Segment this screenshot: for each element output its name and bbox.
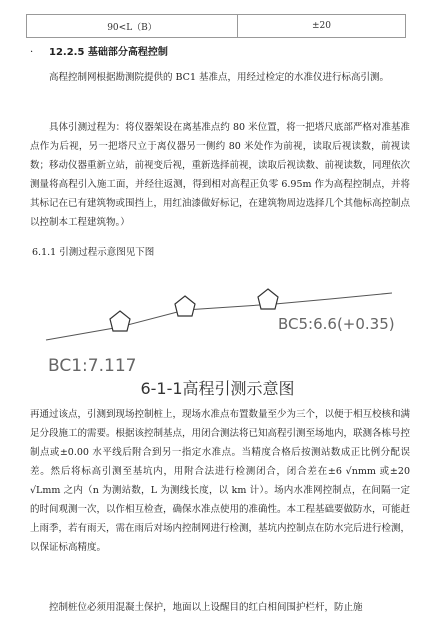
paragraph-intro: 高程控制网根据勘测院提供的 BC1 基准点，用经过检定的水准仪进行标高引测。 [49,72,390,83]
paragraph-procedure: 具体引测过程为：将仪器架设在离基准点约 80 米位置，将一把塔尺底部严格对准基准点作为后视，另一把塔尺立于离仪器另一侧约 80 米处作为前视，读取后视读数，前视读数；移动仪器重新立站，前视变后视，重新选择前视，读取后视读数、前视读数，同理依次测量将高程引入施工面，并经往返测，得到相对高程正负零 6.95m 作为高程控制点，并将其标记在已有建筑物或围挡上，用红油漆做好标记，在建筑物周边选择几个其他标高控制点以控制本工程建筑物。） [30,122,411,228]
elevation-transfer-diagram [40,285,400,380]
table-row [27,15,406,38]
section-heading: 12.2.5 基础部分高程控制 [49,47,168,58]
paragraph-verification: 再通过该点，引测到现场控制桩上，现场水准点布置数量至少为三个，以便于相互校核和满足分段施工的需要。根据该控制基点，用闭合测法将已知高程引测至场地内，联测各栋号控制点或±0.00 水平线后附合到另一指定水准点。当精度合格后按测站数成正比例分配误差。然后将标高引测至基坑内，用附合法进行检测闭合，闭合差在±6 √nmm 或±20 √Lmm 之内（n 为测站数，L 为测线长度，以 km 计）。场内水准网控制点，在间隔一定的时间观测一次，以作相互检查，确保水准点使用的准确性。本工程基础要做防水，可能赶上雨季，若有雨天，需在雨后对场内控制网进行检测，基坑内控制点在防水完后进行检测，以保证标高精度。 [30,409,411,553]
paragraph-protection: 控制桩位必须用混凝土保护，地面以上设醒目的红白相间围护栏杆，防止施 [49,602,363,613]
instrument-station-icon [110,311,130,331]
benchmark-label-bc1: BC1:7.117 [48,356,137,376]
table-cell-tolerance: ±20 [238,15,406,38]
instrument-station-icon [175,296,195,316]
figure-caption: 6-1-1高程引测示意图 [140,379,295,398]
bullet: · [30,47,34,58]
tolerance-table [26,14,406,38]
instrument-station-icon [258,289,278,309]
paragraph-figure-ref: 6.1.1 引测过程示意图见下图 [32,247,155,258]
table-cell-range: 90<L（B） [27,15,238,38]
benchmark-label-bc5: BC5:6.6(+0.35) [278,315,395,333]
